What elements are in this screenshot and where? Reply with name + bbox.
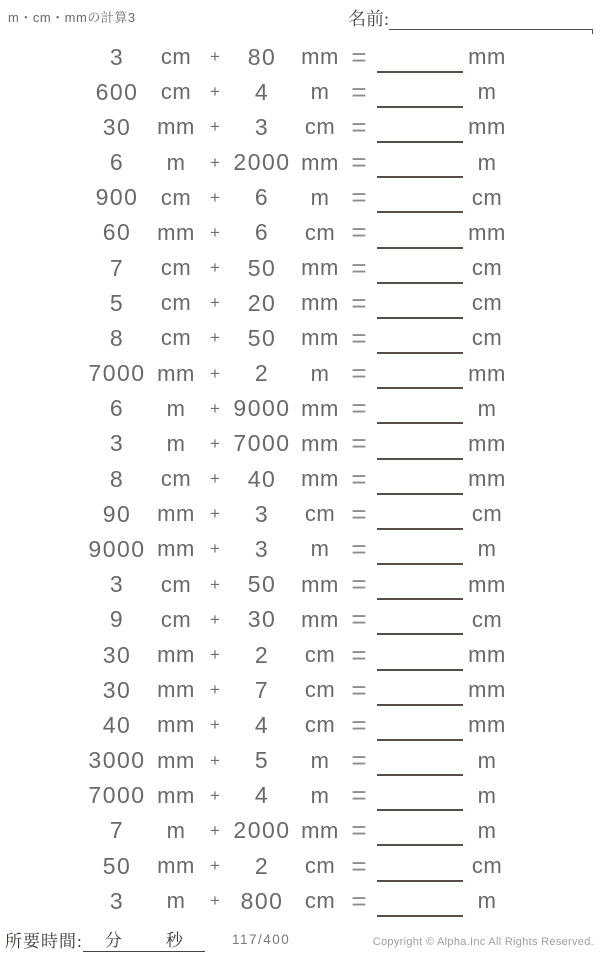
time-input-line[interactable]	[83, 929, 205, 952]
answer-blank[interactable]	[377, 774, 463, 776]
answer-blank[interactable]	[377, 352, 463, 354]
problem-row	[0, 532, 600, 567]
operand-2-unit: cm	[304, 114, 336, 140]
operand-1-value: 5	[109, 289, 125, 316]
equals-sign: =	[351, 850, 367, 881]
operand-1-unit: mm	[157, 642, 195, 667]
name-input-line[interactable]	[389, 9, 592, 30]
operand-2-value: 3	[254, 535, 270, 562]
answer-unit: m	[477, 747, 497, 773]
answer-blank[interactable]	[377, 915, 463, 917]
operand-2-unit: mm	[301, 290, 339, 316]
operand-2-unit: m	[310, 184, 330, 210]
answer-blank[interactable]	[377, 528, 463, 530]
equals-sign: =	[351, 217, 367, 248]
operand-1-value: 30	[102, 641, 132, 668]
operand-1-unit: m	[166, 395, 186, 421]
answer-blank[interactable]	[377, 71, 463, 73]
operand-2-value: 7000	[233, 430, 291, 457]
operand-1-unit: cm	[160, 606, 192, 632]
name-line-end-tick	[592, 29, 594, 34]
operand-2-unit: mm	[301, 325, 339, 351]
answer-unit: mm	[468, 571, 506, 597]
equals-sign: =	[351, 287, 367, 318]
problem-row	[0, 286, 600, 321]
operand-2-value: 3	[254, 113, 270, 140]
operand-2-value: 4	[254, 78, 270, 105]
answer-unit: m	[477, 888, 497, 914]
operand-2-value: 800	[240, 887, 284, 914]
operand-1-unit: mm	[157, 782, 195, 808]
problem-row	[0, 567, 600, 602]
operand-2-unit: mm	[301, 395, 339, 421]
answer-blank[interactable]	[377, 563, 463, 565]
operand-2-unit: mm	[301, 571, 339, 597]
copyright-text: Copyright © Alpha.Inc All Rights Reserved.	[372, 936, 594, 948]
operand-1-unit: mm	[157, 712, 195, 738]
answer-blank[interactable]	[377, 247, 463, 249]
answer-blank[interactable]	[377, 880, 463, 882]
operand-2-value: 2	[254, 641, 270, 668]
operand-2-value: 2	[254, 852, 270, 879]
equals-sign: =	[351, 745, 367, 776]
operand-1-value: 3000	[88, 747, 146, 774]
answer-blank[interactable]	[377, 669, 463, 671]
operand-2-unit: mm	[301, 606, 339, 632]
answer-unit: mm	[468, 466, 506, 492]
answer-unit: mm	[468, 360, 506, 386]
answer-unit: mm	[468, 219, 506, 245]
worksheet-title: m・cm・mmの計算3	[8, 10, 136, 25]
problem-row	[0, 356, 600, 391]
name-field-area	[348, 6, 592, 30]
problem-row	[0, 145, 600, 180]
operand-2-value: 6	[254, 219, 270, 246]
answer-unit: cm	[471, 501, 503, 527]
operand-1-value: 6	[109, 149, 125, 176]
equals-sign: =	[351, 604, 367, 635]
operand-1-unit: m	[166, 149, 186, 175]
answer-unit: m	[477, 395, 497, 421]
operand-1-value: 8	[109, 465, 125, 492]
operand-2-value: 50	[247, 324, 277, 351]
plus-operator: +	[210, 750, 220, 770]
answer-blank[interactable]	[377, 282, 463, 284]
answer-unit: m	[477, 817, 497, 843]
plus-operator: +	[210, 152, 220, 172]
equals-sign: =	[351, 428, 367, 459]
problem-row	[0, 215, 600, 250]
operand-1-unit: cm	[160, 79, 192, 105]
equals-sign: =	[351, 41, 367, 72]
plus-operator: +	[210, 609, 220, 629]
operand-1-unit: m	[166, 817, 186, 843]
operand-1-unit: cm	[160, 466, 192, 492]
answer-unit: m	[477, 149, 497, 175]
operand-1-value: 3	[109, 887, 125, 914]
equals-sign: =	[351, 322, 367, 353]
operand-2-unit: mm	[301, 255, 339, 281]
answer-blank[interactable]	[377, 106, 463, 108]
operand-1-unit: m	[166, 430, 186, 456]
operand-1-unit: mm	[157, 114, 195, 140]
operand-2-value: 2	[254, 360, 270, 387]
plus-operator: +	[210, 398, 220, 418]
equals-sign: =	[351, 498, 367, 529]
operand-1-unit: mm	[157, 501, 195, 527]
problem-row	[0, 884, 600, 919]
operand-1-value: 30	[102, 113, 132, 140]
equals-sign: =	[351, 533, 367, 564]
operand-2-value: 40	[247, 465, 277, 492]
answer-unit: m	[477, 79, 497, 105]
problem-row	[0, 637, 600, 672]
plus-operator: +	[210, 328, 220, 348]
problem-row	[0, 426, 600, 461]
operand-1-unit: mm	[157, 536, 195, 562]
operand-2-unit: cm	[304, 677, 336, 703]
plus-operator: +	[210, 469, 220, 489]
operand-1-value: 7000	[88, 782, 146, 809]
operand-2-value: 6	[254, 184, 270, 211]
operand-1-value: 3	[109, 430, 125, 457]
answer-unit: cm	[471, 290, 503, 316]
operand-2-unit: mm	[301, 466, 339, 492]
problem-row	[0, 813, 600, 848]
operand-2-unit: m	[310, 747, 330, 773]
plus-operator: +	[210, 715, 220, 735]
problem-row	[0, 75, 600, 110]
problem-row	[0, 708, 600, 743]
problem-row	[0, 462, 600, 497]
operand-1-value: 50	[102, 852, 132, 879]
plus-operator: +	[210, 187, 220, 207]
operand-2-value: 2000	[233, 149, 291, 176]
problem-row	[0, 743, 600, 778]
problem-row	[0, 180, 600, 215]
operand-1-value: 30	[102, 676, 132, 703]
answer-blank[interactable]	[377, 739, 463, 741]
operand-2-unit: mm	[301, 817, 339, 843]
equals-sign: =	[351, 885, 367, 916]
operand-2-unit: m	[310, 79, 330, 105]
operand-2-unit: m	[310, 782, 330, 808]
operand-2-unit: m	[310, 360, 330, 386]
problem-row	[0, 110, 600, 145]
problem-row	[0, 497, 600, 532]
plus-operator: +	[210, 891, 220, 911]
operand-1-value: 9000	[88, 535, 146, 562]
problem-row	[0, 848, 600, 883]
operand-1-unit: cm	[160, 290, 192, 316]
operand-1-unit: cm	[160, 44, 192, 70]
operand-2-value: 4	[254, 782, 270, 809]
operand-1-value: 40	[102, 711, 132, 738]
operand-1-unit: mm	[157, 853, 195, 879]
operand-1-value: 3	[109, 571, 125, 598]
operand-1-value: 8	[109, 324, 125, 351]
operand-2-unit: cm	[304, 501, 336, 527]
time-taken-label: 所要時間:	[5, 932, 83, 951]
name-label: 名前:	[348, 9, 390, 29]
plus-operator: +	[210, 504, 220, 524]
operand-1-unit: m	[166, 888, 186, 914]
plus-operator: +	[210, 222, 220, 242]
plus-operator: +	[210, 574, 220, 594]
page-number: 117/400	[232, 932, 291, 947]
problem-row	[0, 602, 600, 637]
operand-2-unit: m	[310, 536, 330, 562]
operand-1-unit: cm	[160, 255, 192, 281]
operand-1-value: 7	[109, 817, 125, 844]
operand-1-unit: mm	[157, 677, 195, 703]
problem-row	[0, 391, 600, 426]
answer-unit: mm	[468, 677, 506, 703]
answer-unit: cm	[471, 184, 503, 210]
operand-2-value: 50	[247, 254, 277, 281]
plus-operator: +	[210, 293, 220, 313]
operand-1-value: 900	[95, 184, 139, 211]
answer-blank[interactable]	[377, 211, 463, 213]
problem-row	[0, 673, 600, 708]
operand-1-unit: mm	[157, 360, 195, 386]
operand-1-unit: cm	[160, 184, 192, 210]
answer-unit: mm	[468, 642, 506, 667]
plus-operator: +	[210, 117, 220, 137]
plus-operator: +	[210, 680, 220, 700]
plus-operator: +	[210, 645, 220, 664]
operand-2-value: 9000	[233, 395, 291, 422]
answer-unit: cm	[471, 606, 503, 632]
equals-sign: =	[351, 147, 367, 178]
operand-2-unit: cm	[304, 853, 336, 879]
operand-1-unit: cm	[160, 325, 192, 351]
problem-row	[0, 321, 600, 356]
operand-2-value: 50	[247, 571, 277, 598]
operand-2-unit: mm	[301, 149, 339, 175]
minutes-label: 分	[104, 931, 122, 950]
operand-2-value: 4	[254, 711, 270, 738]
answer-unit: mm	[468, 712, 506, 738]
equals-sign: =	[351, 252, 367, 283]
plus-operator: +	[210, 47, 220, 67]
operand-1-value: 9	[109, 606, 125, 633]
problem-row	[0, 251, 600, 286]
answer-blank[interactable]	[377, 422, 463, 424]
time-taken-area	[5, 927, 205, 952]
equals-sign: =	[351, 674, 367, 705]
answer-unit: cm	[471, 325, 503, 351]
plus-operator: +	[210, 856, 220, 876]
answer-unit: cm	[471, 255, 503, 281]
answer-blank[interactable]	[377, 141, 463, 143]
operand-1-value: 6	[109, 395, 125, 422]
operand-1-value: 90	[102, 500, 132, 527]
answer-blank[interactable]	[377, 633, 463, 635]
equals-sign: =	[351, 639, 367, 670]
operand-2-unit: cm	[304, 219, 336, 245]
operand-2-unit: mm	[301, 430, 339, 456]
equals-sign: =	[351, 182, 367, 213]
equals-sign: =	[351, 709, 367, 740]
plus-operator: +	[210, 82, 220, 102]
operand-2-value: 3	[254, 500, 270, 527]
problems-list	[0, 40, 600, 919]
plus-operator: +	[210, 363, 220, 383]
operand-2-unit: mm	[301, 44, 339, 70]
operand-1-value: 7000	[88, 360, 146, 387]
equals-sign: =	[351, 569, 367, 600]
answer-blank[interactable]	[377, 493, 463, 495]
operand-1-value: 600	[95, 78, 139, 105]
plus-operator: +	[210, 785, 220, 805]
operand-2-value: 30	[247, 606, 277, 633]
answer-blank[interactable]	[377, 317, 463, 319]
equals-sign: =	[351, 463, 367, 494]
equals-sign: =	[351, 393, 367, 424]
seconds-label: 秒	[165, 931, 183, 950]
answer-blank[interactable]	[377, 809, 463, 811]
operand-1-value: 7	[109, 254, 125, 281]
operand-1-unit: cm	[160, 571, 192, 597]
operand-1-value: 3	[109, 43, 125, 70]
operand-2-value: 5	[254, 747, 270, 774]
operand-2-unit: cm	[304, 712, 336, 738]
answer-unit: mm	[468, 430, 506, 456]
problem-row	[0, 778, 600, 813]
answer-unit: cm	[471, 853, 503, 879]
operand-2-value: 7	[254, 676, 270, 703]
equals-sign: =	[351, 76, 367, 107]
equals-sign: =	[351, 780, 367, 811]
answer-blank[interactable]	[377, 387, 463, 389]
problem-row	[0, 40, 600, 75]
operand-2-unit: cm	[304, 888, 336, 914]
plus-operator: +	[210, 539, 220, 559]
operand-1-unit: mm	[157, 219, 195, 245]
answer-blank[interactable]	[377, 844, 463, 846]
equals-sign: =	[351, 358, 367, 389]
equals-sign: =	[351, 815, 367, 846]
answer-unit: mm	[468, 44, 506, 70]
answer-blank[interactable]	[377, 176, 463, 178]
operand-2-unit: cm	[304, 642, 336, 667]
operand-2-value: 2000	[233, 817, 291, 844]
plus-operator: +	[210, 820, 220, 840]
operand-2-value: 20	[247, 289, 277, 316]
answer-unit: m	[477, 782, 497, 808]
operand-2-value: 80	[247, 43, 277, 70]
answer-unit: m	[477, 536, 497, 562]
plus-operator: +	[210, 258, 220, 278]
answer-blank[interactable]	[377, 598, 463, 600]
operand-1-value: 60	[102, 219, 132, 246]
operand-1-unit: mm	[157, 747, 195, 773]
answer-blank[interactable]	[377, 704, 463, 706]
answer-blank[interactable]	[377, 458, 463, 460]
plus-operator: +	[210, 433, 220, 453]
answer-unit: mm	[468, 114, 506, 140]
equals-sign: =	[351, 111, 367, 142]
